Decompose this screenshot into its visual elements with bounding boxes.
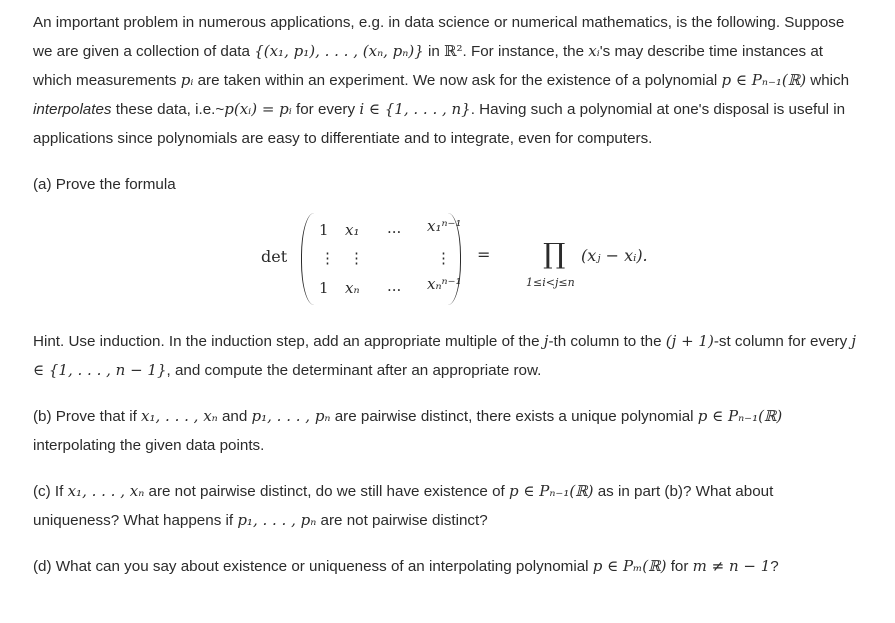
product-term: (xⱼ − xᵢ). bbox=[581, 246, 648, 265]
intro-text-4: 's may describe time instances at which measurements bbox=[33, 43, 823, 89]
hint-j1-formula: (j + 1) bbox=[665, 332, 714, 350]
x-list-formula: x₁, . . . , xₙ bbox=[141, 407, 218, 425]
intro-text-6: which bbox=[806, 72, 850, 89]
part-d-text-1: (d) What can you say about existence or uniqueness of an interpolating polynomial bbox=[33, 558, 593, 575]
interpolation-condition: p(xᵢ) = pᵢ bbox=[224, 100, 292, 118]
part-b-text-4: interpolating the given data points. bbox=[33, 437, 265, 454]
part-b-text-3: are pairwise distinct, there exists a unique polynomial bbox=[330, 408, 698, 425]
hint-text-3: -st column for every bbox=[713, 333, 852, 350]
hint-range-formula: j ∈ {1, . . . , n − 1} bbox=[33, 332, 857, 379]
matrix-cell: xₙⁿ⁻¹ bbox=[427, 275, 462, 293]
index-range-formula: i ∈ {1, . . . , n} bbox=[359, 100, 471, 118]
intro-text-1: An important problem in numerous applications, e.g. in data science or numerical mathematics, is the following. Suppose we are given a collection of data bbox=[33, 14, 845, 60]
equals-sign: = bbox=[477, 245, 491, 264]
matrix-cell: ... bbox=[387, 219, 402, 237]
part-b-paragraph bbox=[33, 402, 863, 460]
polynomial-formula: p ∈ Pₘ(ℝ) bbox=[592, 557, 667, 575]
matrix-cell: ⋮ bbox=[349, 249, 364, 267]
part-b-text-2: and bbox=[217, 408, 252, 425]
r2-space-formula: ℝ² bbox=[444, 42, 463, 60]
part-a-label: (a) Prove the formula bbox=[33, 176, 176, 193]
vandermonde-matrix bbox=[301, 213, 461, 305]
product-subscript: 1≤i<j≤n bbox=[526, 276, 575, 289]
determinant-formula bbox=[33, 207, 863, 327]
intro-text-7: these data, i.e.~ bbox=[111, 101, 225, 118]
xi-symbol: xᵢ bbox=[588, 42, 600, 60]
polynomial-formula: p ∈ Pₙ₋₁(ℝ) bbox=[508, 482, 594, 500]
p-list-formula: p₁, . . . , pₙ bbox=[251, 407, 331, 425]
matrix-cell: ⋮ bbox=[436, 249, 451, 267]
intro-text-5: are taken within an experiment. We now ask for the existence of a polynomial bbox=[193, 72, 722, 89]
degree-condition: m ≠ n − 1 bbox=[692, 557, 771, 575]
pi-symbol: pᵢ bbox=[180, 71, 194, 89]
part-c-text-1: (c) If bbox=[33, 483, 68, 500]
hint-text-1: Hint. Use induction. In the induction step, add an appropriate multiple of the bbox=[33, 333, 544, 350]
intro-text-2: in bbox=[423, 43, 445, 60]
matrix-cell: ⋮ bbox=[320, 249, 335, 267]
x-list-formula: x₁, . . . , xₙ bbox=[67, 482, 145, 500]
problem-document bbox=[33, 8, 863, 581]
part-d-text-3: ? bbox=[770, 558, 779, 575]
part-c-paragraph bbox=[33, 477, 863, 535]
part-c-text-2: are not pairwise distinct, do we still have existence of bbox=[144, 483, 509, 500]
matrix-cell: xₙ bbox=[345, 279, 360, 297]
hint-j-symbol: j bbox=[543, 332, 549, 350]
intro-text-3: . For instance, the bbox=[462, 43, 589, 60]
data-set-formula: {(x₁, p₁), . . . , (xₙ, pₙ)} bbox=[254, 42, 424, 60]
matrix-cell: 1 bbox=[319, 279, 329, 297]
intro-text-8: for every bbox=[291, 101, 360, 118]
part-c-text-3: as in part (b)? What about uniqueness? What happens if bbox=[33, 483, 774, 529]
part-d-paragraph bbox=[33, 552, 863, 581]
hint-text-2: -th column to the bbox=[548, 333, 666, 350]
p-list-formula: p₁, . . . , pₙ bbox=[237, 511, 317, 529]
part-d-text-2: for bbox=[666, 558, 693, 575]
matrix-cell: x₁ bbox=[345, 221, 360, 239]
part-c-text-4: are not pairwise distinct? bbox=[316, 512, 488, 529]
matrix-cell: 1 bbox=[319, 221, 329, 239]
interpolates-emphasis: interpolates bbox=[33, 101, 112, 118]
product-operator: ∏ bbox=[543, 237, 566, 270]
det-operator: det bbox=[261, 247, 288, 266]
hint-paragraph bbox=[33, 327, 863, 385]
matrix-cell: x₁ⁿ⁻¹ bbox=[427, 217, 462, 235]
polynomial-formula: p ∈ Pₙ₋₁(ℝ) bbox=[697, 407, 783, 425]
matrix-cell: ... bbox=[387, 277, 402, 295]
intro-text-9: . Having such a polynomial at one's disposal is useful in applications since polynomials are easy to differentiate and to integrate, even for computers. bbox=[33, 101, 846, 147]
hint-text-4: , and compute the determinant after an appropriate row. bbox=[166, 362, 542, 379]
intro-paragraph bbox=[33, 8, 863, 153]
polynomial-formula: p ∈ Pₙ₋₁(ℝ) bbox=[721, 71, 807, 89]
left-parenthesis bbox=[301, 213, 314, 305]
part-b-text-1: (b) Prove that if bbox=[33, 408, 142, 425]
